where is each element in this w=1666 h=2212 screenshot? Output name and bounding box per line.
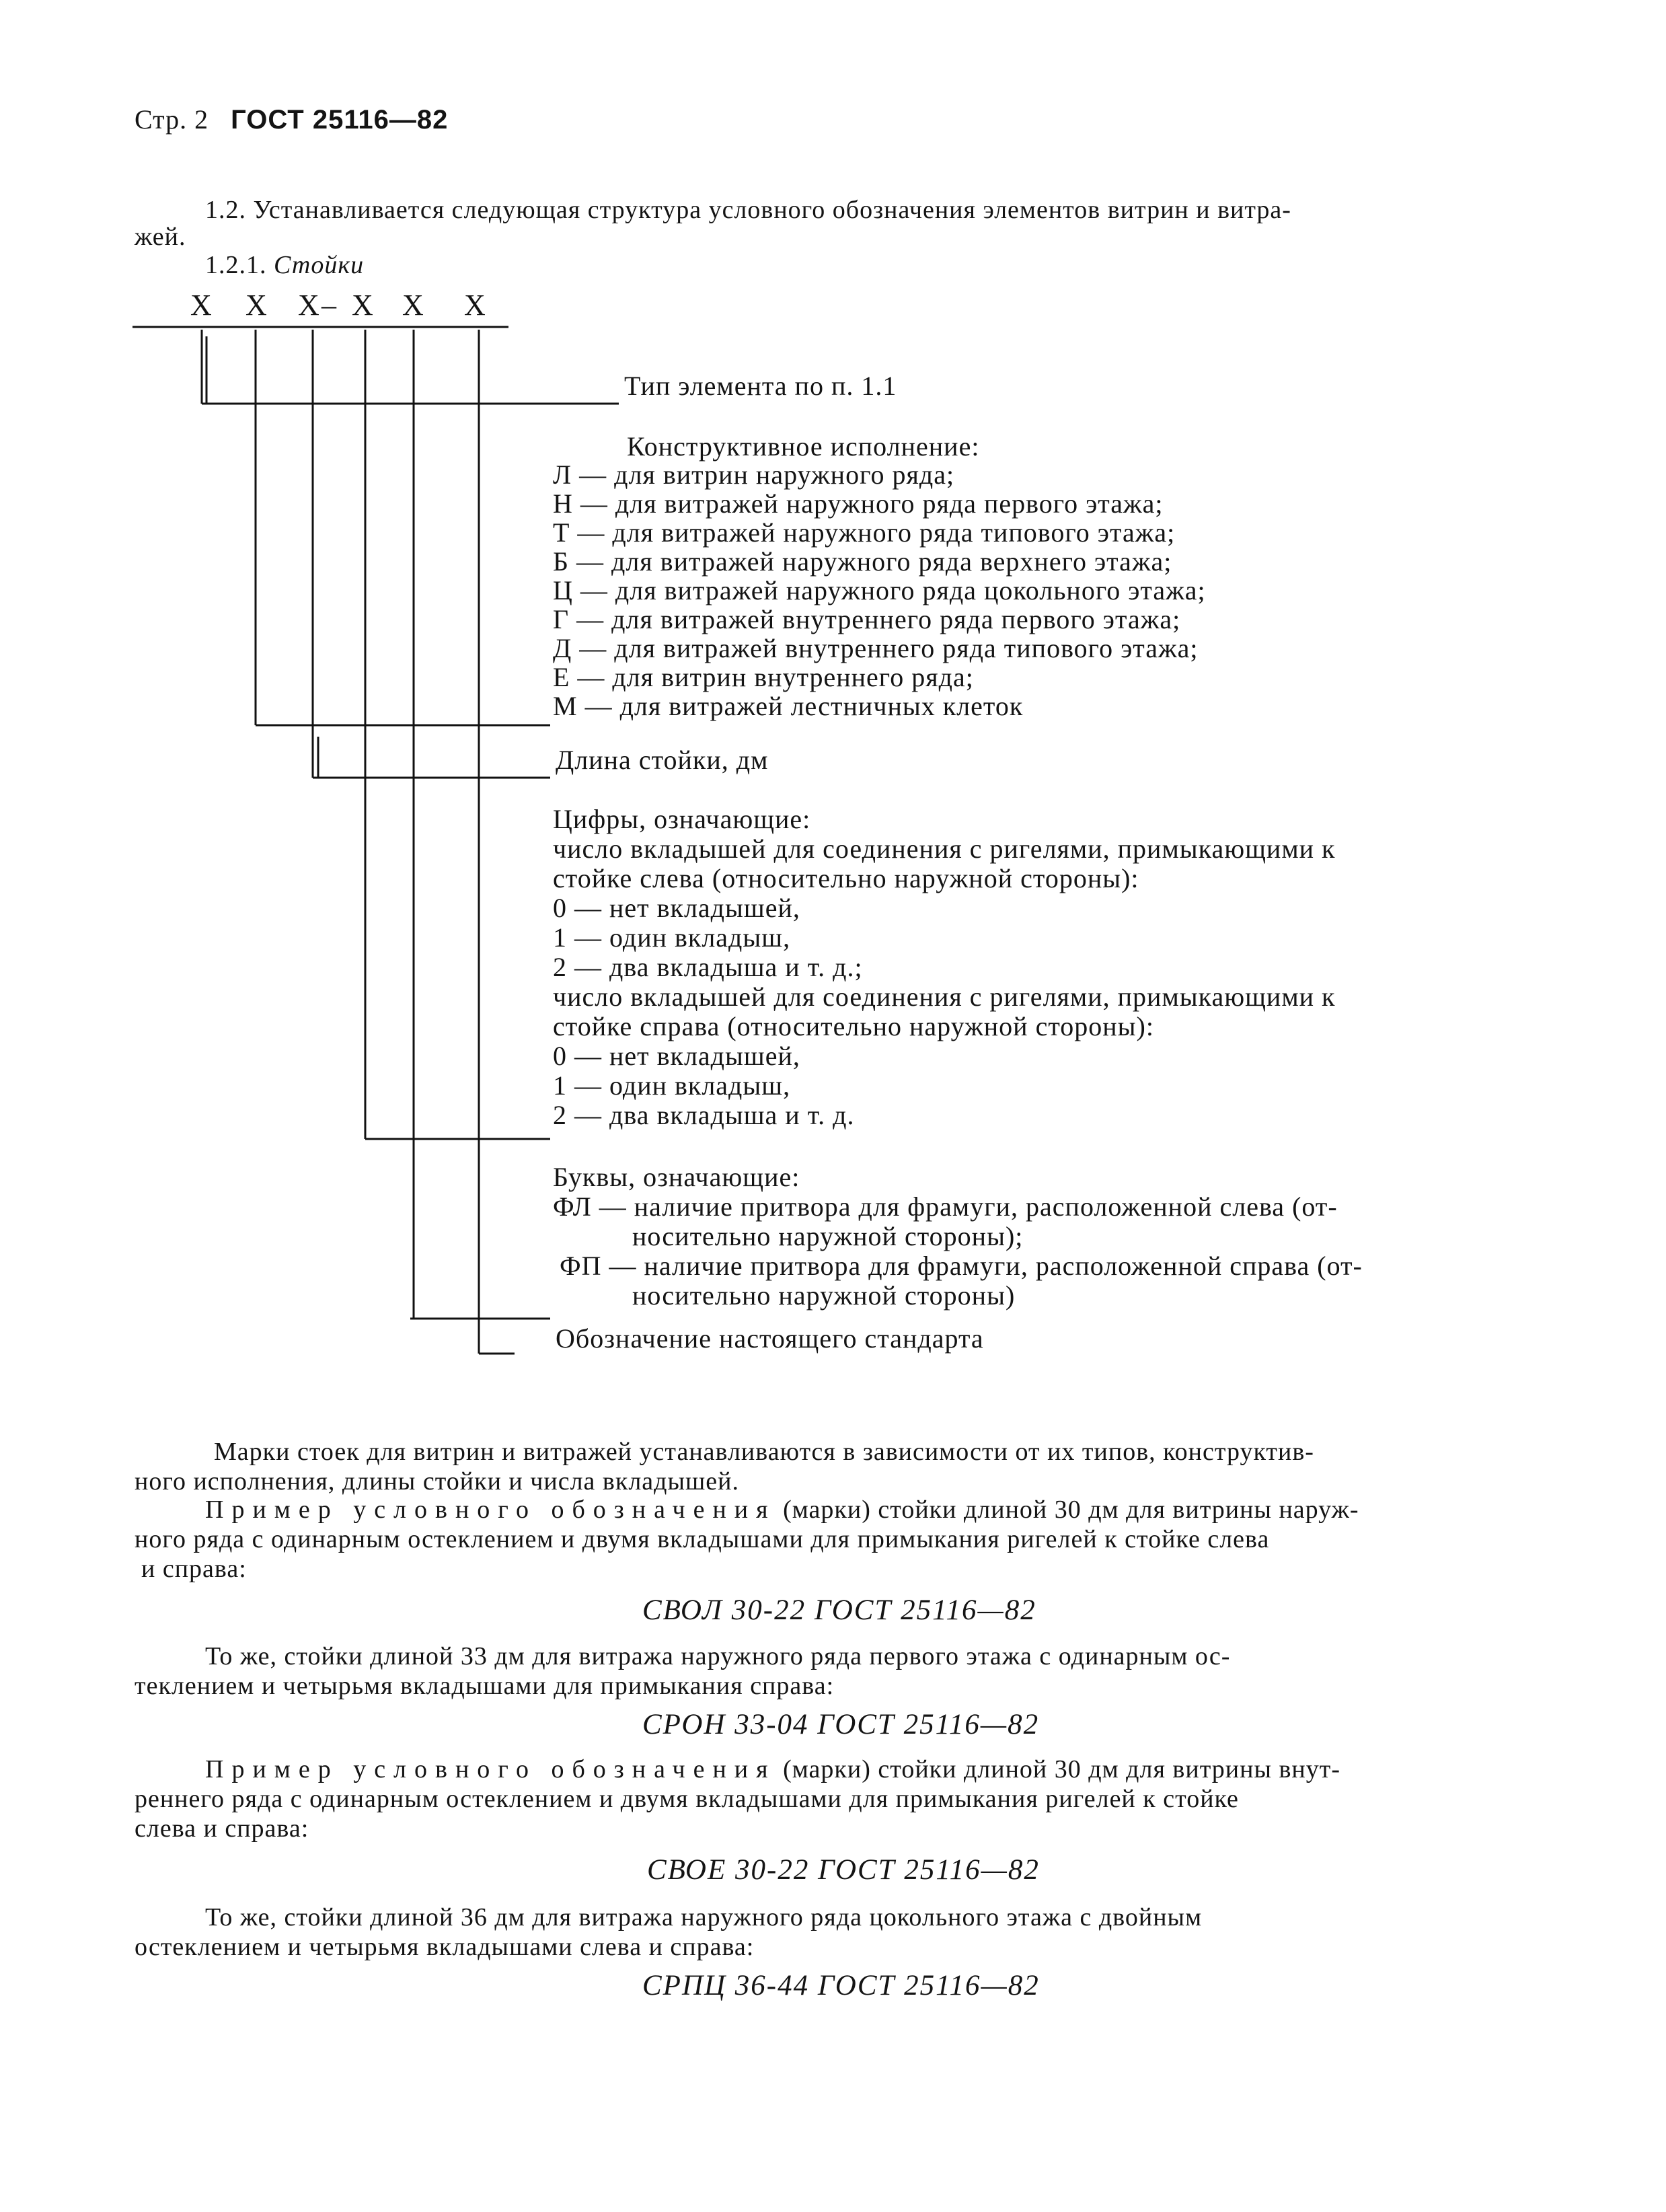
example-designation-3: СВОЕ 30-22 ГОСТ 25116—82 — [647, 1854, 1040, 1886]
standard-number: ГОСТ 25116—82 — [231, 105, 449, 135]
legend-letters-item: носительно наружной стороны) — [632, 1280, 1016, 1311]
body-p4-line3: слева и справа: — [135, 1814, 309, 1843]
legend-standard: Обозначение настоящего стандарта — [556, 1323, 984, 1354]
body-p1-line2: ного исполнения, длины стойки и числа вкладышей. — [135, 1467, 739, 1496]
section-title: Стойки — [274, 251, 365, 279]
legend-digits-item: 2 — два вкладыша и т. д. — [553, 1100, 855, 1130]
legend-letters-item: ФЛ — наличие притвора для фрамуги, расположенной слева (от- — [553, 1191, 1338, 1222]
legend-digits-item: 0 — нет вкладышей, — [553, 893, 800, 923]
body-p1-line1: Марки стоек для витрин и витражей устанавливаются в зависимости от их типов, конструктив- — [214, 1438, 1314, 1466]
example-designation-2: СРОН 33-04 ГОСТ 25116—82 — [642, 1709, 1040, 1740]
legend-letters-title: Буквы, означающие: — [553, 1162, 800, 1192]
legend-length: Длина стойки, дм — [556, 745, 769, 775]
code-pos-6: Х — [464, 289, 486, 322]
code-pos-3: Х — [298, 289, 320, 322]
intro-line-2: жей. — [135, 223, 186, 251]
code-pos-1: Х — [190, 289, 213, 322]
example-designation-1: СВОЛ 30-22 ГОСТ 25116—82 — [642, 1594, 1036, 1626]
section-number: 1.2.1. — [205, 251, 267, 279]
legend-design-item: Д — для витражей внутреннего ряда типового этажа; — [553, 633, 1199, 663]
body-p5-line1: То же, стойки длиной 36 дм для витража наружного ряда цокольного этажа с двойным — [205, 1903, 1203, 1931]
legend-design-item: Ц — для витражей наружного ряда цокольного этажа; — [553, 575, 1206, 605]
code-pos-4: Х — [352, 289, 374, 322]
body-p5-line2: остеклением и четырьмя вкладышами слева и справа: — [135, 1933, 755, 1961]
legend-digits-item: 0 — нет вкладышей, — [553, 1041, 800, 1071]
example-intro-rest: (марки) стойки длиной 30 дм для витрины наруж- — [783, 1496, 1359, 1524]
legend-design-item: Е — для витрин внутреннего ряда; — [553, 662, 974, 692]
code-pos-5: Х — [402, 289, 424, 322]
body-p4-line2: реннего ряда с одинарным остеклением и двумя вкладышами для примыкания ригелей к стойке — [135, 1785, 1239, 1813]
legend-design-item: М — для витражей лестничных клеток — [553, 691, 1024, 721]
body-p2-line2: ного ряда с одинарным остеклением и двумя вкладышами для примыкания ригелей к стойке слева — [135, 1525, 1270, 1553]
page-header — [135, 105, 448, 135]
body-p3-line2: теклением и четырьмя вкладышами для примыкания справа: — [135, 1672, 835, 1700]
example-designation-4: СРПЦ 36-44 ГОСТ 25116—82 — [642, 1970, 1040, 2001]
legend-design-item: Г — для витражей внутреннего ряда первого этажа; — [553, 604, 1181, 634]
page-number: Стр. 2 — [135, 104, 209, 135]
intro-line-1: 1.2. Устанавливается следующая структура условного обозначения элементов витрин и витра- — [205, 196, 1291, 224]
legend-digits-item: 2 — два вкладыша и т. д.; — [553, 952, 863, 982]
legend-design-item: Т — для витражей наружного ряда типового этажа; — [553, 517, 1176, 548]
example-intro-rest: (марки) стойки длиной 30 дм для витрины внут- — [783, 1755, 1341, 1783]
legend-letters-item: ФП — наличие притвора для фрамуги, расположенной справа (от- — [560, 1251, 1363, 1281]
legend-design-item: Л — для витрин наружного ряда; — [553, 459, 955, 490]
example-intro-spaced: Пример условного обозначения — [205, 1755, 776, 1783]
legend-design-title: Конструктивное исполнение: — [627, 431, 980, 462]
legend-digits-title: Цифры, означающие: — [553, 804, 811, 834]
legend-digits-item: стойке слева (относительно наружной стороны): — [553, 863, 1139, 893]
legend-digits-item: стойке справа (относительно наружной стороны): — [553, 1011, 1154, 1041]
code-dash: – — [321, 289, 337, 322]
legend-digits-item: 1 — один вкладыш, — [553, 922, 791, 953]
legend-design-item: Н — для витражей наружного ряда первого этажа; — [553, 488, 1164, 519]
section-heading — [205, 250, 364, 280]
legend-design-item: Б — для витражей наружного ряда верхнего этажа; — [553, 546, 1172, 577]
legend-type: Тип элемента по п. 1.1 — [624, 371, 897, 401]
body-p2-line1 — [205, 1495, 1359, 1524]
example-intro-spaced: Пример условного обозначения — [205, 1496, 776, 1524]
body-p2-line3: и справа: — [141, 1555, 247, 1583]
legend-digits-item: число вкладышей для соединения с ригелями, примыкающими к — [553, 982, 1336, 1012]
legend-letters-item: носительно наружной стороны); — [632, 1221, 1024, 1251]
legend-digits-item: число вкладышей для соединения с ригелями, примыкающими к — [553, 834, 1336, 864]
legend-digits-item: 1 — один вкладыш, — [553, 1070, 791, 1101]
code-pos-2: Х — [245, 289, 268, 322]
body-p3-line1: То же, стойки длиной 33 дм для витража наружного ряда первого этажа с одинарным ос- — [205, 1642, 1231, 1670]
body-p4-line1 — [205, 1755, 1340, 1784]
